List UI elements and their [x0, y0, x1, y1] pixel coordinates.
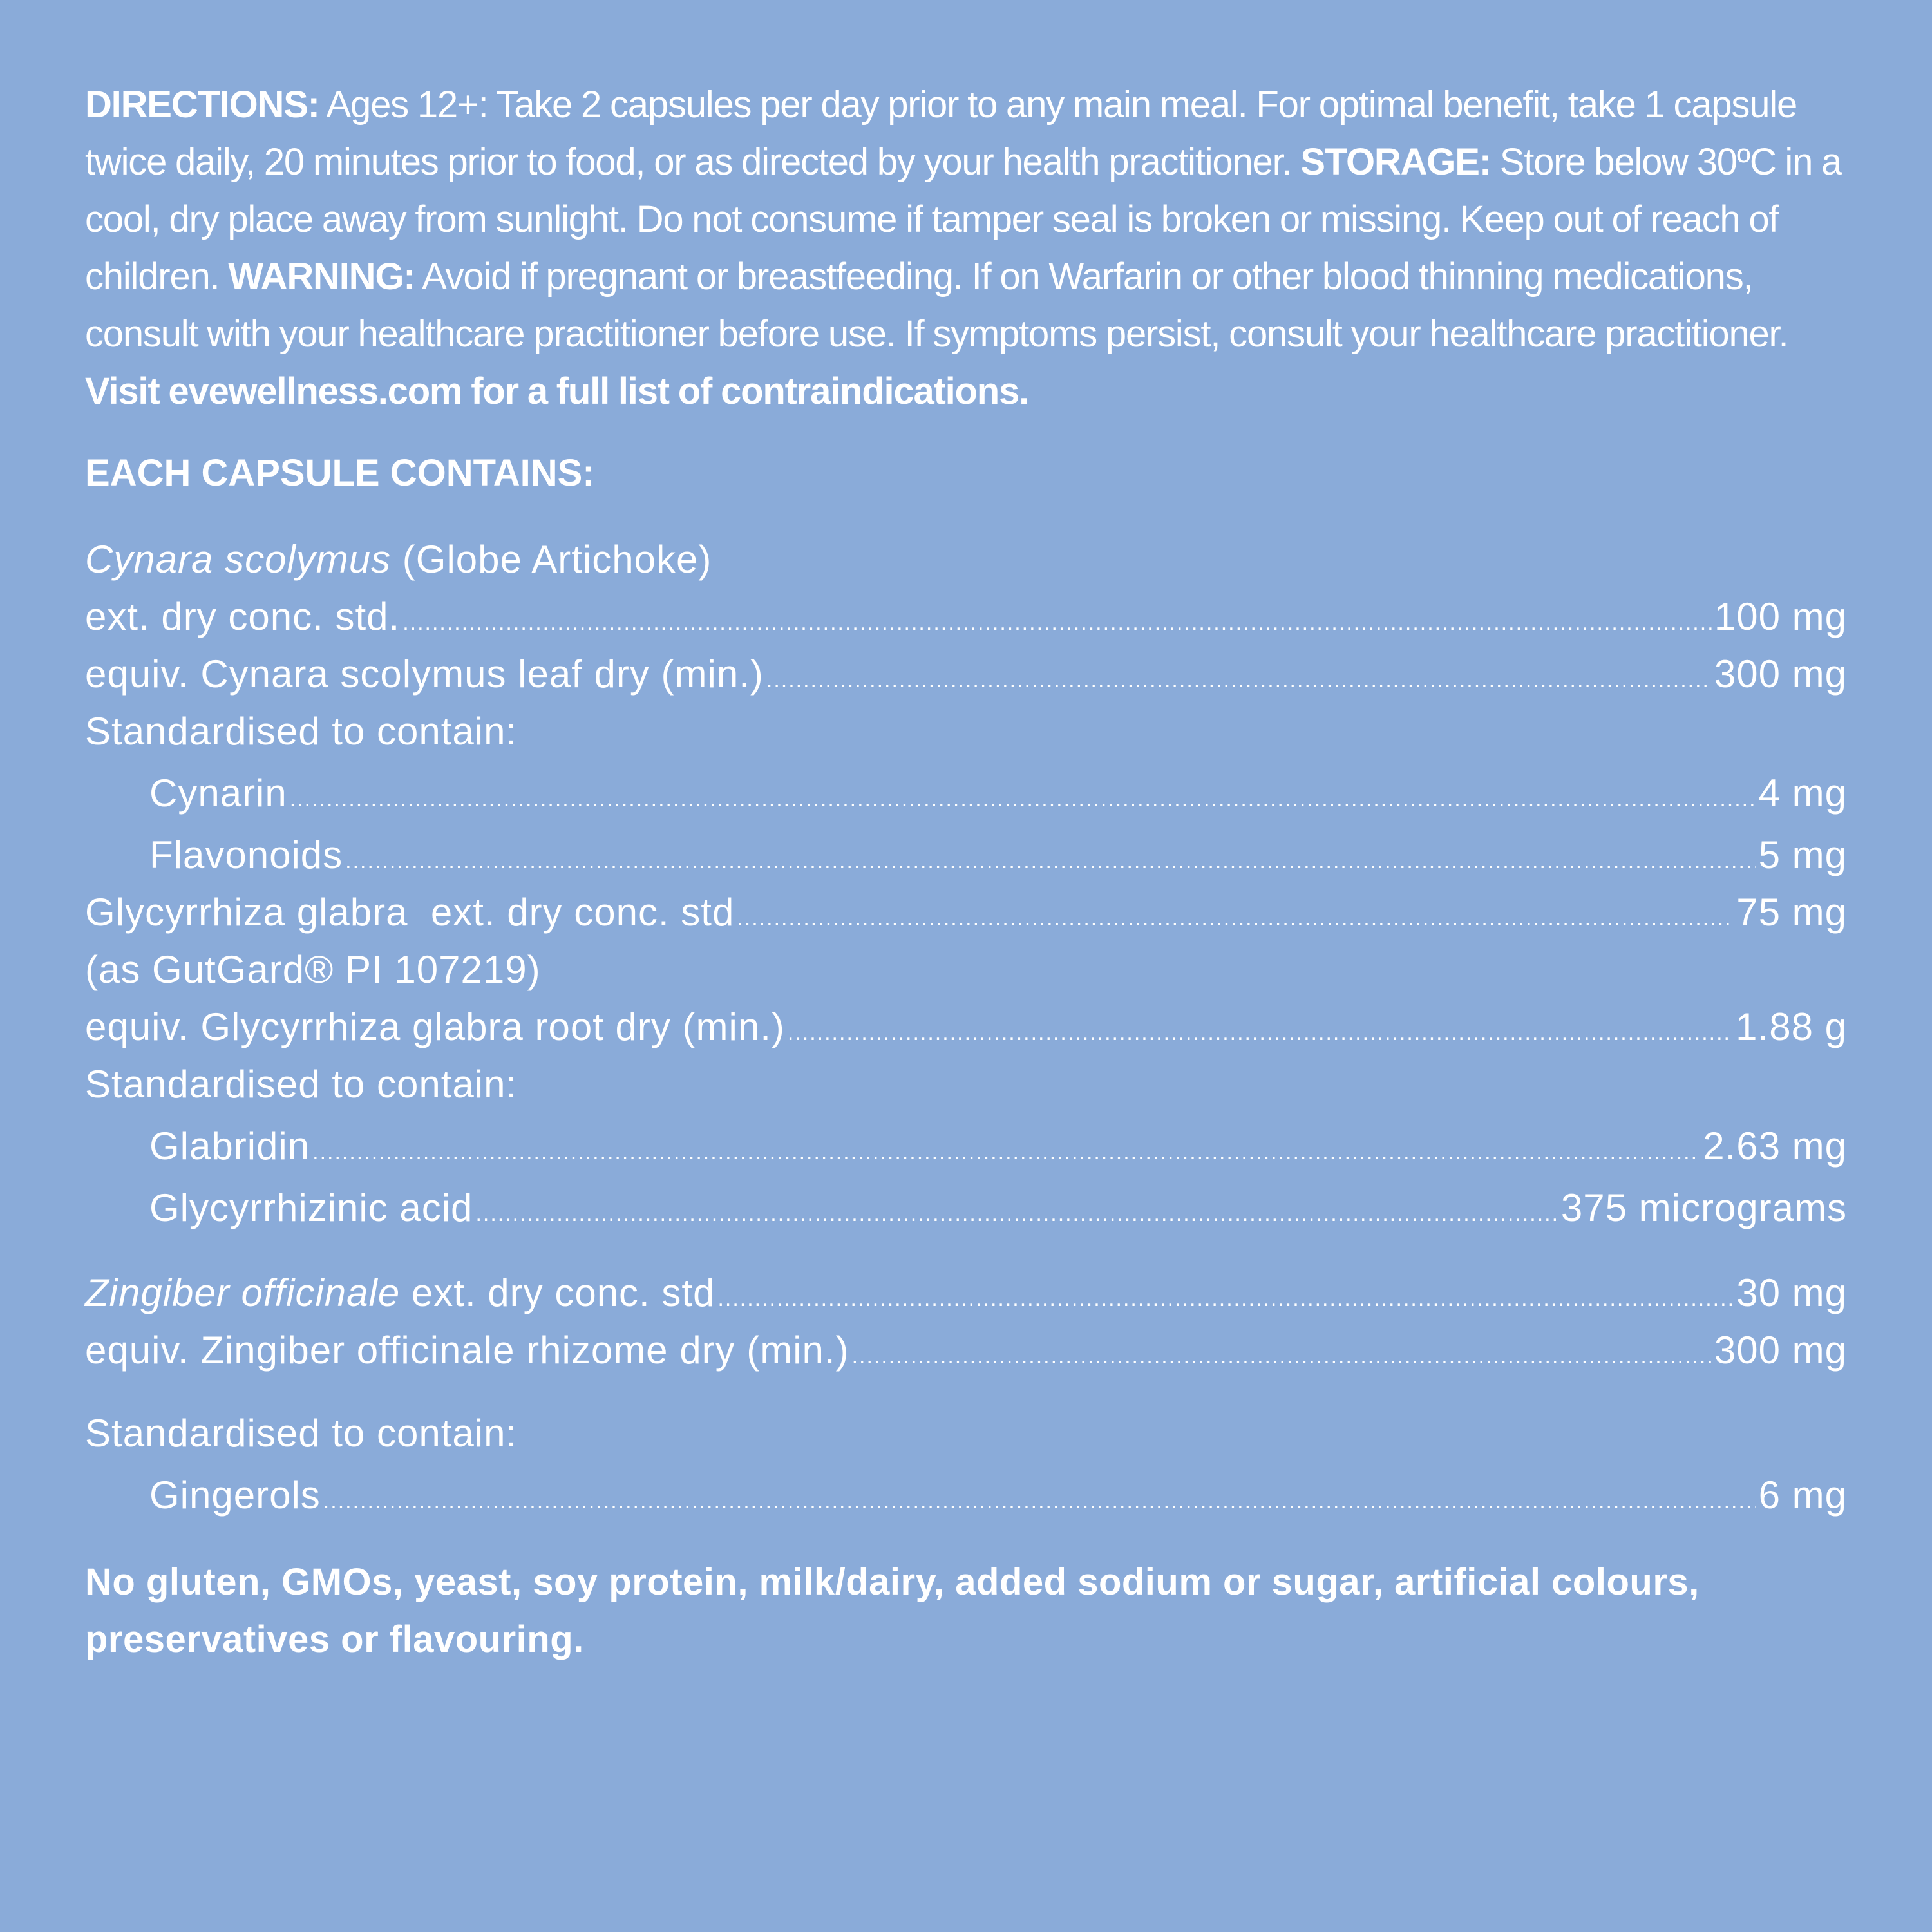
- ingredient-row-zingiber-equiv: [85, 1325, 1847, 1376]
- ingredient-label: equiv. Zingiber officinale rhizome dry (min.): [85, 1329, 849, 1372]
- ingredient-label: ext. dry conc. std.: [85, 595, 401, 638]
- ingredient-amount: 5 mg: [1758, 833, 1847, 876]
- standardised-label-3: Standardised to contain:: [85, 1412, 518, 1455]
- ingredient-amount: 300 mg: [1714, 652, 1847, 696]
- visit-text: Visit evewellness.com for a full list of contraindications.: [85, 370, 1028, 412]
- dot-leader: [717, 1267, 1734, 1325]
- dot-leader: [323, 1470, 1756, 1527]
- storage-label: STORAGE:: [1300, 141, 1491, 183]
- ingredient-row-glabridin: [149, 1121, 1847, 1172]
- ingredient-amount: 375 micrograms: [1560, 1186, 1847, 1229]
- dot-leader: [737, 887, 1734, 944]
- ingredient-row-zingiber-ext: [85, 1267, 1847, 1319]
- warning-label: WARNING:: [228, 256, 415, 298]
- cynara-name: Cynara scolymus: [85, 538, 392, 581]
- cynara-title: [85, 534, 712, 585]
- ingredient-amount: 100 mg: [1714, 595, 1847, 638]
- ingredient-label: Gingerols: [149, 1473, 321, 1517]
- zingiber-ext-label: ext. dry conc. std: [400, 1271, 715, 1314]
- directions-label: DIRECTIONS:: [85, 84, 319, 126]
- dot-leader: [766, 649, 1712, 706]
- standardised-label-2: Standardised to contain:: [85, 1063, 518, 1106]
- ingredient-row-cynarin: [149, 768, 1847, 819]
- dot-leader: [312, 1121, 1700, 1178]
- ingredient-label: Glycyrrhizinic acid: [149, 1186, 473, 1229]
- gutgard-note: (as GutGard® PI 107219): [85, 948, 541, 991]
- cynara-common-name: (Globe Artichoke): [391, 538, 712, 581]
- ingredient-amount: 1.88 g: [1736, 1005, 1847, 1048]
- dot-leader: [290, 768, 1756, 825]
- dot-leader: [852, 1325, 1712, 1382]
- ingredient-amount: 75 mg: [1736, 891, 1847, 934]
- ingredients-heading: EACH CAPSULE CONTAINS:: [85, 452, 595, 494]
- ingredient-row-glycyrrhiza-equiv: [85, 1001, 1847, 1053]
- ingredient-label: [85, 1267, 715, 1319]
- dot-leader: [788, 1001, 1733, 1059]
- ingredient-row-gingerols: [149, 1470, 1847, 1521]
- ingredient-amount: 30 mg: [1736, 1271, 1847, 1314]
- ingredient-label: equiv. Cynara scolymus leaf dry (min.): [85, 652, 764, 696]
- ingredient-label: Cynarin: [149, 772, 287, 815]
- zingiber-name: Zingiber officinale: [85, 1271, 401, 1314]
- ingredient-amount: 300 mg: [1714, 1329, 1847, 1372]
- ingredient-label: equiv. Glycyrrhiza glabra root dry (min.): [85, 1005, 785, 1048]
- ingredient-amount: 4 mg: [1758, 772, 1847, 815]
- directions-paragraph: [85, 76, 1850, 420]
- ingredient-row-flavonoids: [149, 829, 1847, 881]
- ingredient-row-cynara-equiv: [85, 649, 1847, 700]
- ingredient-label: Flavonoids: [149, 833, 343, 876]
- dot-leader: [345, 829, 1756, 887]
- dot-leader: [402, 591, 1712, 649]
- storage-text: Store below 30ºC in a cool, dry place away from sunlight. Do not consume if tamper seal is broken or missing. Keep out of reach of children.: [85, 141, 1842, 298]
- directions-text: Ages 12+: Take 2 capsules per day prior to any main meal. For optimal benefit, take 1 capsule twice daily, 20 minutes prior to food, or as directed by your health practitioner.: [85, 84, 1797, 183]
- ingredient-row-glycyrrhizinic-acid: [149, 1182, 1847, 1234]
- dot-leader: [475, 1182, 1558, 1240]
- free-from-statement: No gluten, GMOs, yeast, soy protein, milk/dairy, added sodium or sugar, artificial colours, preservatives or flavouring.: [85, 1561, 1700, 1660]
- standardised-label-1: Standardised to contain:: [85, 710, 518, 753]
- ingredient-amount: 6 mg: [1758, 1473, 1847, 1517]
- ingredient-row-cynara-ext: [85, 591, 1847, 643]
- ingredient-label: Glabridin: [149, 1124, 310, 1168]
- ingredient-label: Glycyrrhiza glabra ext. dry conc. std: [85, 891, 735, 934]
- warning-text: Avoid if pregnant or breastfeeding. If on Warfarin or other blood thinning medications, consult with your healthcare practitioner before use. If symptoms persist, consult your healthcare practitioner.: [85, 256, 1788, 355]
- ingredient-amount: 2.63 mg: [1703, 1124, 1847, 1168]
- ingredient-row-glycyrrhiza-ext: [85, 887, 1847, 938]
